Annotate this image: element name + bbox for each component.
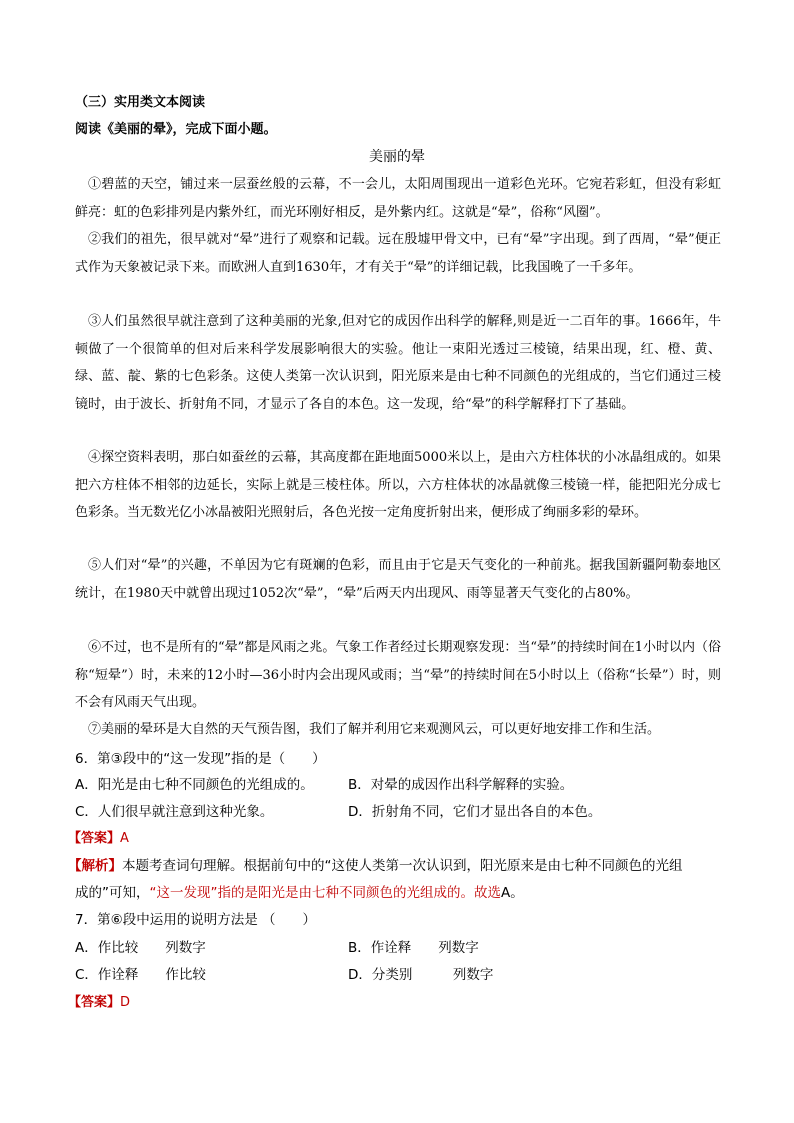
question-7-stem: 7．第⑥段中运用的说明方法是 （ ） bbox=[75, 912, 316, 928]
question-7-option-d: D．分类别 列数字 bbox=[348, 967, 494, 983]
article-title: 美丽的晕 bbox=[369, 149, 425, 165]
question-7-option-b: B．作诠释 列数字 bbox=[348, 940, 479, 956]
question-6-answer bbox=[68, 831, 129, 847]
paragraph-6: ⑥不过，也不是所有的“晕”都是风雨之兆。气象工作者经过长期观察发现：当“晕”的持续时间在1小时以内（俗称“短晕”）时，未来的12小时—36小时内会出现风或雨；当“晕”的持续时间在5小时以上（俗称“长晕”）时，则不会有风雨天气出现。 bbox=[75, 640, 721, 710]
paragraph-7: ⑦美丽的晕环是大自然的天气预告图，我们了解并利用它来观测风云，可以更好地安排工作和生活。 bbox=[88, 722, 661, 737]
analysis-text-b: “这一发现”指的是阳光是由七种不同颜色的光组成的。故选 bbox=[149, 885, 501, 901]
instruction: 阅读《美丽的晕》，完成下面小题。 bbox=[75, 122, 277, 137]
answer-value: A bbox=[120, 831, 129, 846]
analysis-text: 本题考查词句理解。根据前句中的“这使人类第一次认识到，阳光原来是由七种不同颜色的光组 bbox=[122, 858, 683, 874]
question-6-option-a: A．阳光是由七种不同颜色的光组成的。 bbox=[75, 777, 314, 793]
question-6-option-c: C．人们很早就注意到这种光象。 bbox=[75, 804, 274, 820]
answer-label: 【答案】 bbox=[68, 831, 121, 846]
question-6-stem: 6．第③段中的“这一发现”指的是（ ） bbox=[75, 751, 326, 767]
question-7-option-a: A．作比较 列数字 bbox=[75, 940, 206, 956]
question-6-analysis-line-2 bbox=[75, 885, 524, 901]
paragraph-1: ①碧蓝的天空，铺过来一层蚕丝般的云幕，不一会儿，太阳周围现出一道彩色光环。它宛若彩虹，但没有彩虹鲜亮：虹的色彩排列是内紫外红，而光环刚好相反，是外紫内红。这就是“晕”，俗称“风圈”。 bbox=[75, 177, 721, 220]
analysis-text-a: 成的”可知， bbox=[75, 885, 150, 901]
analysis-text-c: A。 bbox=[501, 885, 524, 901]
answer-label: 【答案】 bbox=[68, 995, 121, 1010]
paragraph-2: ②我们的祖先，很早就对“晕”进行了观察和记载。远在殷墟甲骨文中，已有“晕”字出现。到了西周，“晕”便正式作为天象被记录下来。而欧洲人直到1630年，才有关于“晕”的详细记载，比我国晚了一千多年。 bbox=[75, 232, 721, 275]
answer-value: D bbox=[120, 995, 131, 1010]
paragraph-5: ⑤人们对“晕”的兴趣，不单因为它有斑斓的色彩，而且由于它是天气变化的一种前兆。据我国新疆阿勒泰地区统计，在1980天中就曾出现过1052次“晕”，“晕”后两天内出现风、雨等显著天气变化的占80%。 bbox=[75, 558, 721, 601]
question-6-option-b: B．对晕的成因作出科学解释的实验。 bbox=[348, 777, 574, 793]
question-7-answer bbox=[68, 995, 130, 1011]
section-heading: （三）实用类文本阅读 bbox=[75, 95, 206, 110]
question-6-analysis-line-1 bbox=[68, 858, 683, 874]
question-6-option-d: D．折射角不同，它们才显出各自的本色。 bbox=[348, 804, 602, 820]
paragraph-4: ④探空资料表明，那白如蚕丝的云幕，其高度都在距地面5000米以上，是由六方柱体状的小冰晶组成的。如果把六方柱体不相邻的边延长，实际上就是三棱柱体。所以，六方柱体状的冰晶就像三棱镜一样，能把阳光分成七色彩条。当无数光亿小冰晶被阳光照射后，各色光按一定角度折射出来，便形成了绚丽多彩的晕环。 bbox=[75, 450, 721, 520]
paragraph-3: ③人们虽然很早就注意到了这种美丽的光象,但对它的成因作出科学的解释,则是近一二百年的事。1666年，牛顿做了一个很简单的但对后来科学发展影响很大的实验。他让一束阳光透过三棱镜，结果出现，红、橙、黄、绿、蓝、靛、紫的七色彩条。这使人类第一次认识到，阳光原来是由七种不同颜色的光组成的，当它们通过三棱镜时，由于波长、折射角不同，才显示了各自的本色。这一发现，给“晕”的科学解释打下了基础。 bbox=[75, 314, 721, 412]
analysis-label: 【解析】 bbox=[68, 858, 122, 874]
question-7-option-c: C．作诠释 作比较 bbox=[75, 967, 206, 983]
